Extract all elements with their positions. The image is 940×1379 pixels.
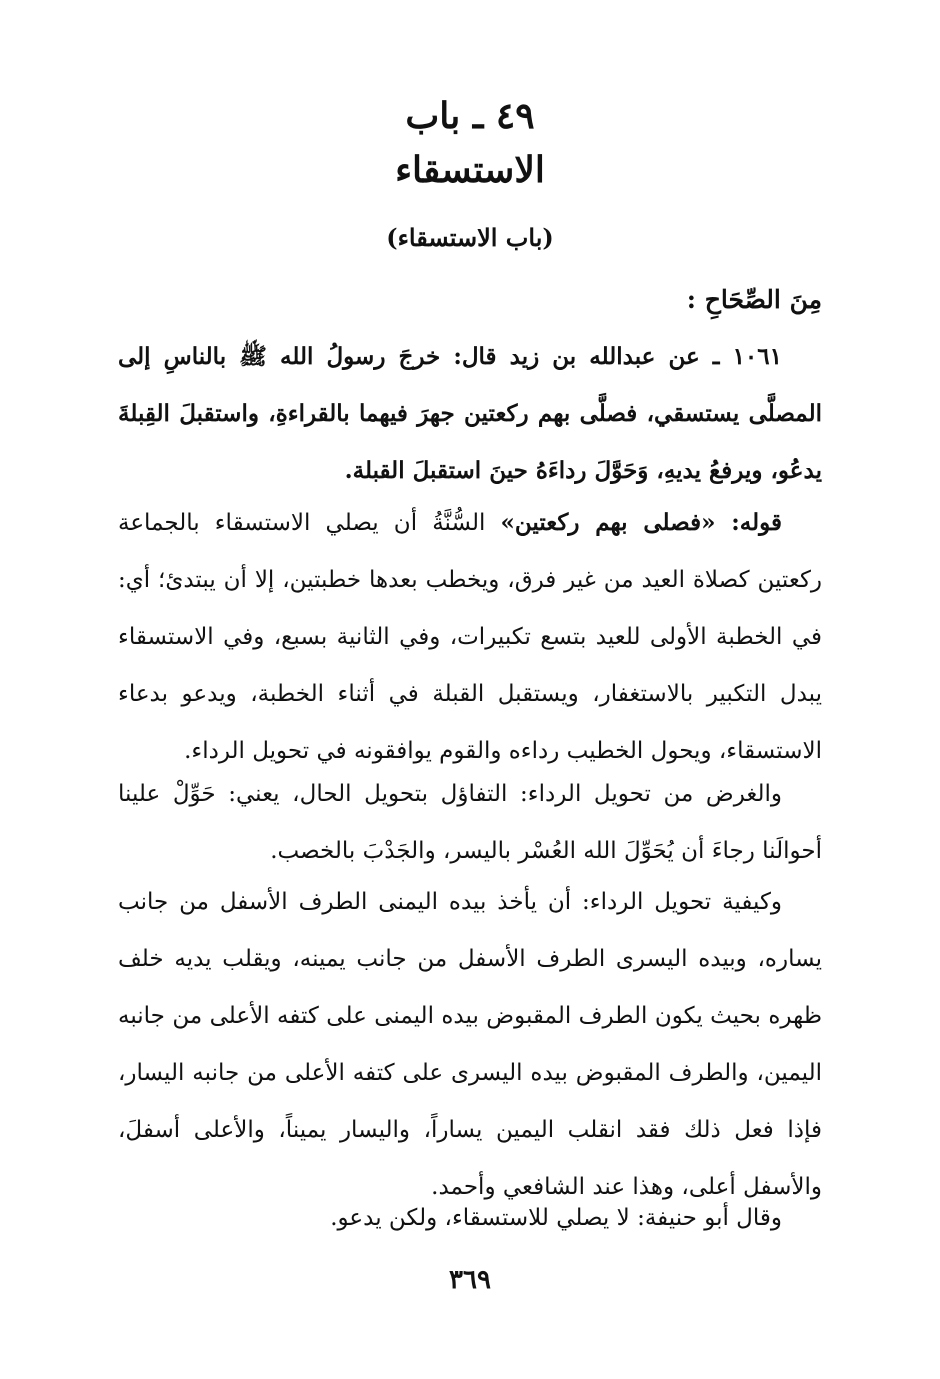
commentary-paragraph-3-text: وكيفية تحويل الرداء: أن يأخذ بيده اليمنى الطرف الأسفل من جانب يساره، وبيده اليسرى الطرف الأسفل من جانب يمينه، ويقلب يديه خلف ظهره بحيث يكون الطرف المقبوض بيده اليمنى على كتفه الأعلى من جانبه اليمين، والطرف المقبوض بيده اليسرى على كتفه الأعلى من جانبه اليسار، فإذا فعل ذلك فقد انقلب اليمين يساراً، واليسار يميناً، والأعلى أسفلَ، والأسفل أعلى، وهذا عند الشافعي وأحمد. xyxy=(118,889,822,1200)
commentary-quote: قوله: «فصلى بهم ركعتين» xyxy=(500,509,782,536)
commentary-paragraph-1-text xyxy=(118,494,822,780)
commentary-paragraph-2 xyxy=(118,766,822,880)
commentary-paragraph-3 xyxy=(118,874,822,1216)
sihah-heading: مِنَ الصِّحَاحِ : xyxy=(686,285,822,314)
chapter-number: ٤٩ ـ باب xyxy=(405,95,535,137)
hadith-block xyxy=(118,328,822,499)
commentary-paragraph-4-text: وقال أبو حنيفة: لا يصلي للاستسقاء، ولكن يدعو. xyxy=(330,1205,782,1231)
commentary-paragraph-1-body: السُّنَّةُ أن يصلي الاستسقاء بالجماعة ركعتين كصلاة العيد من غير فرق، ويخطب بعدها خطبتين، إلا أن يبتدئ؛ أي: في الخطبة الأولى للعيد بتسع تكبيرات، وفي الثانية بسبع، وفي الاستسقاء يبدل التكبير بالاستغفار، ويستقبل القبلة في أثناء الخطبة، ويدعو بدعاء الاستسقاء، ويحول الخطيب رداءه والقوم يوافقونه في تحويل الرداء. xyxy=(118,510,822,764)
section-label: (باب الاستسقاء) xyxy=(386,223,554,252)
commentary-paragraph-1 xyxy=(118,494,822,780)
commentary-paragraph-4 xyxy=(118,1190,822,1247)
hadith-text: ١٠٦١ ـ عن عبدالله بن زيد قال: خرجَ رسولُ الله ﷺ بالناسِ إلى المصلَّى يستسقي، فصلَّى بهم ركعتين جهرَ فيهما بالقراءةِ، واستقبلَ القِبلةَ يدعُو، ويرفعُ يديهِ، وَحَوَّلَ رداءَهُ حينَ استقبلَ القبلة. xyxy=(118,343,822,484)
chapter-title: الاستسقاء xyxy=(395,149,545,191)
commentary-paragraph-2-text: والغرض من تحويل الرداء: التفاؤل بتحويل الحال، يعني: حَوِّلْ علينا أحوالَنا رجاءَ أن يُحَوِّلَ الله العُسْر باليسر، والجَدْبَ بالخصب. xyxy=(118,781,822,864)
page-number: ٣٦٩ xyxy=(449,1265,491,1295)
